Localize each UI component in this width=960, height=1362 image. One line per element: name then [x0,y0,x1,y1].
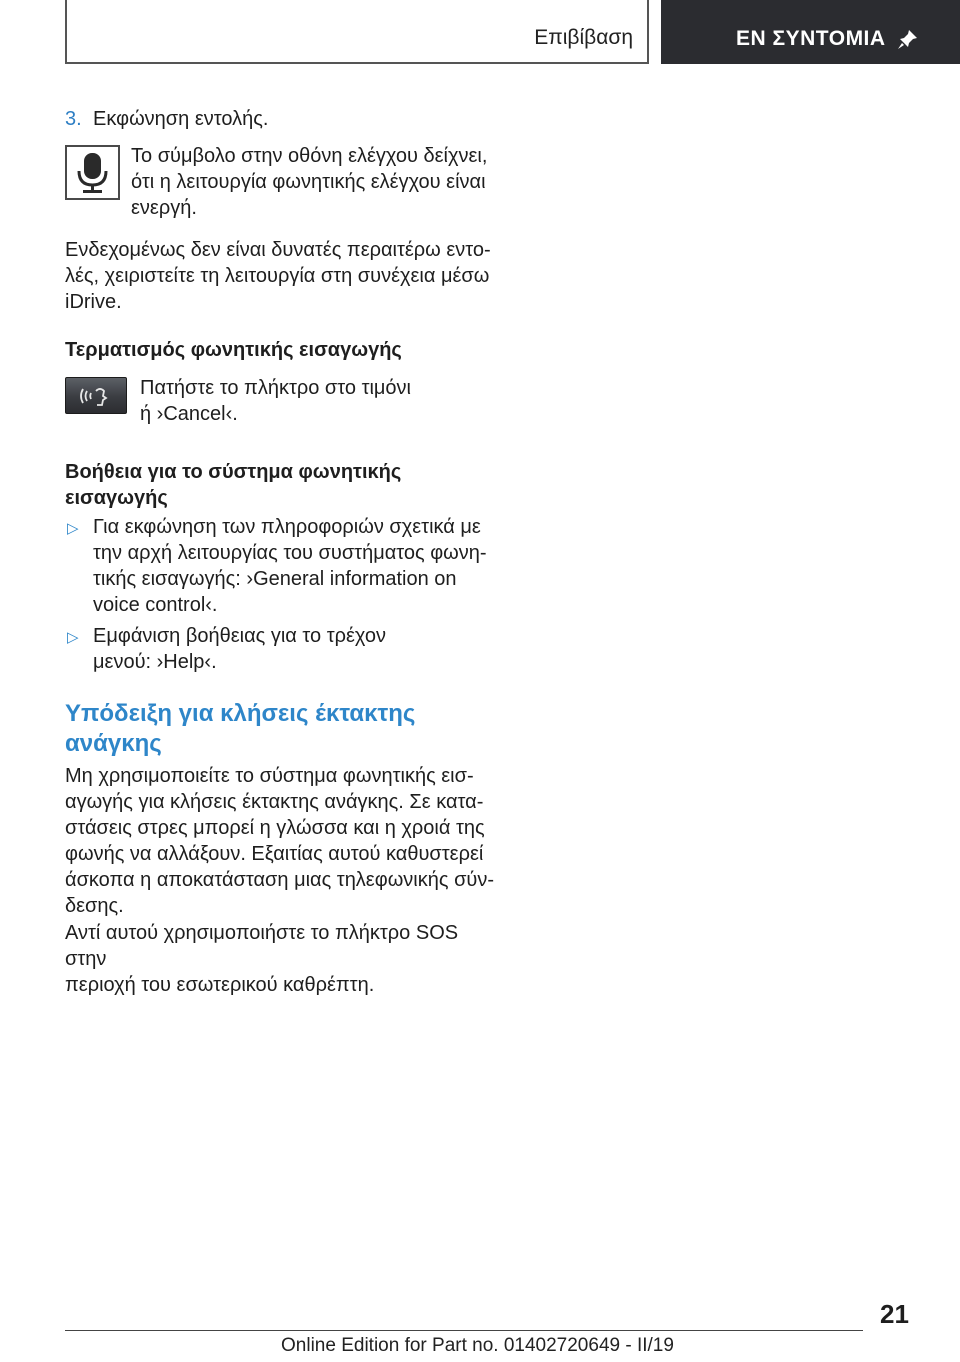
microphone-icon [67,147,118,198]
header-section-tab [65,0,649,64]
footer-divider [65,1330,863,1331]
mic-note-line: ενεργή. [131,197,197,219]
triangle-bullet-icon: ▷ [67,520,79,537]
mic-note-line: ότι η λειτουργία φωνητικής ελέγχου είναι [131,171,486,193]
help-item-line: την αρχή λειτουργίας του συστήματος φωνη‐ [93,542,487,564]
emergency-heading [65,699,415,759]
paragraph-line: αγωγής για κλήσεις έκτακτης ανάγκης. Σε κατα‐ [65,791,484,813]
paragraph-line: περιοχή του εσωτερικού καθρέπτη. [65,974,375,996]
paragraph-line: στάσεις στρες μπορεί η γλώσσα και η χροιά της [65,817,485,839]
step-text: Εκφώνηση εντολής. [93,108,269,130]
help-item-line: Εμφάνιση βοήθειας για το τρέχον [93,625,386,647]
idrive-paragraph [65,237,495,315]
quick-title: ΕΝ ΣΥΝΤΟΜΙΑ [736,27,886,50]
paragraph-line: δεσης. [65,895,124,917]
paragraph-line: iDrive. [65,291,122,313]
mic-note [131,143,491,221]
help-heading-line: εισαγωγής [65,487,168,509]
steering-voice-button [65,377,127,414]
help-item [93,514,493,618]
emergency-heading-line: Υπόδειξη για κλήσεις έκτακτης [65,700,416,727]
end-voice-line: ή ›Cancel‹. [140,403,238,425]
end-voice-line: Πατήστε το πλήκτρο στο τιμόνι [140,377,411,399]
step-number: 3. [65,108,82,130]
emergency-paragraph [65,763,495,919]
paragraph-line: Αντί αυτού χρησιμοποιήστε το πλήκτρο SOS στην [65,922,459,970]
help-heading [65,459,401,511]
step-3 [65,106,269,132]
footer-edition: Online Edition for Part no. 01402720649 - II/19 [281,1335,674,1356]
triangle-bullet-icon: ▷ [67,629,79,646]
paragraph-line: Ενδεχομένως δεν είναι δυνατές περαιτέρω εντο‐ [65,239,491,261]
help-item-line: voice control‹. [93,594,218,616]
header-quick-tab[interactable] [661,0,960,64]
paragraph-line: λές, χειριστείτε τη λειτουργία στη συνέχεια μέσω [65,265,490,287]
microphone-symbol [65,145,120,200]
emergency-heading-line: ανάγκης [65,730,162,757]
mic-note-line: Το σύμβολο στην οθόνη ελέγχου δείχνει, [131,145,488,167]
help-item-line: τικής εισαγωγής: ›General information on [93,568,457,590]
section-title: Επιβίβαση [534,26,633,49]
voice-button-icon [66,378,126,413]
paragraph-line: φωνής να αλλάξουν. Εξαιτίας αυτού καθυστερεί [65,843,484,865]
sos-paragraph [65,920,495,998]
paragraph-line: άσκοπα η αποκατάσταση μιας τηλεφωνικής σύν‐ [65,869,495,891]
end-voice-heading: Τερματισμός φωνητικής εισαγωγής [65,339,402,361]
pin-icon [897,28,919,50]
help-item-line: Για εκφώνηση των πληροφοριών σχετικά με [93,516,481,538]
paragraph-line: Μη χρησιμοποιείτε το σύστημα φωνητικής εισ‐ [65,765,474,787]
page-number: 21 [880,1299,909,1329]
help-item [93,623,493,675]
help-item-line: μενού: ›Help‹. [93,651,217,673]
end-voice-text [140,375,411,427]
help-heading-line: Βοήθεια για το σύστημα φωνητικής [65,461,402,483]
